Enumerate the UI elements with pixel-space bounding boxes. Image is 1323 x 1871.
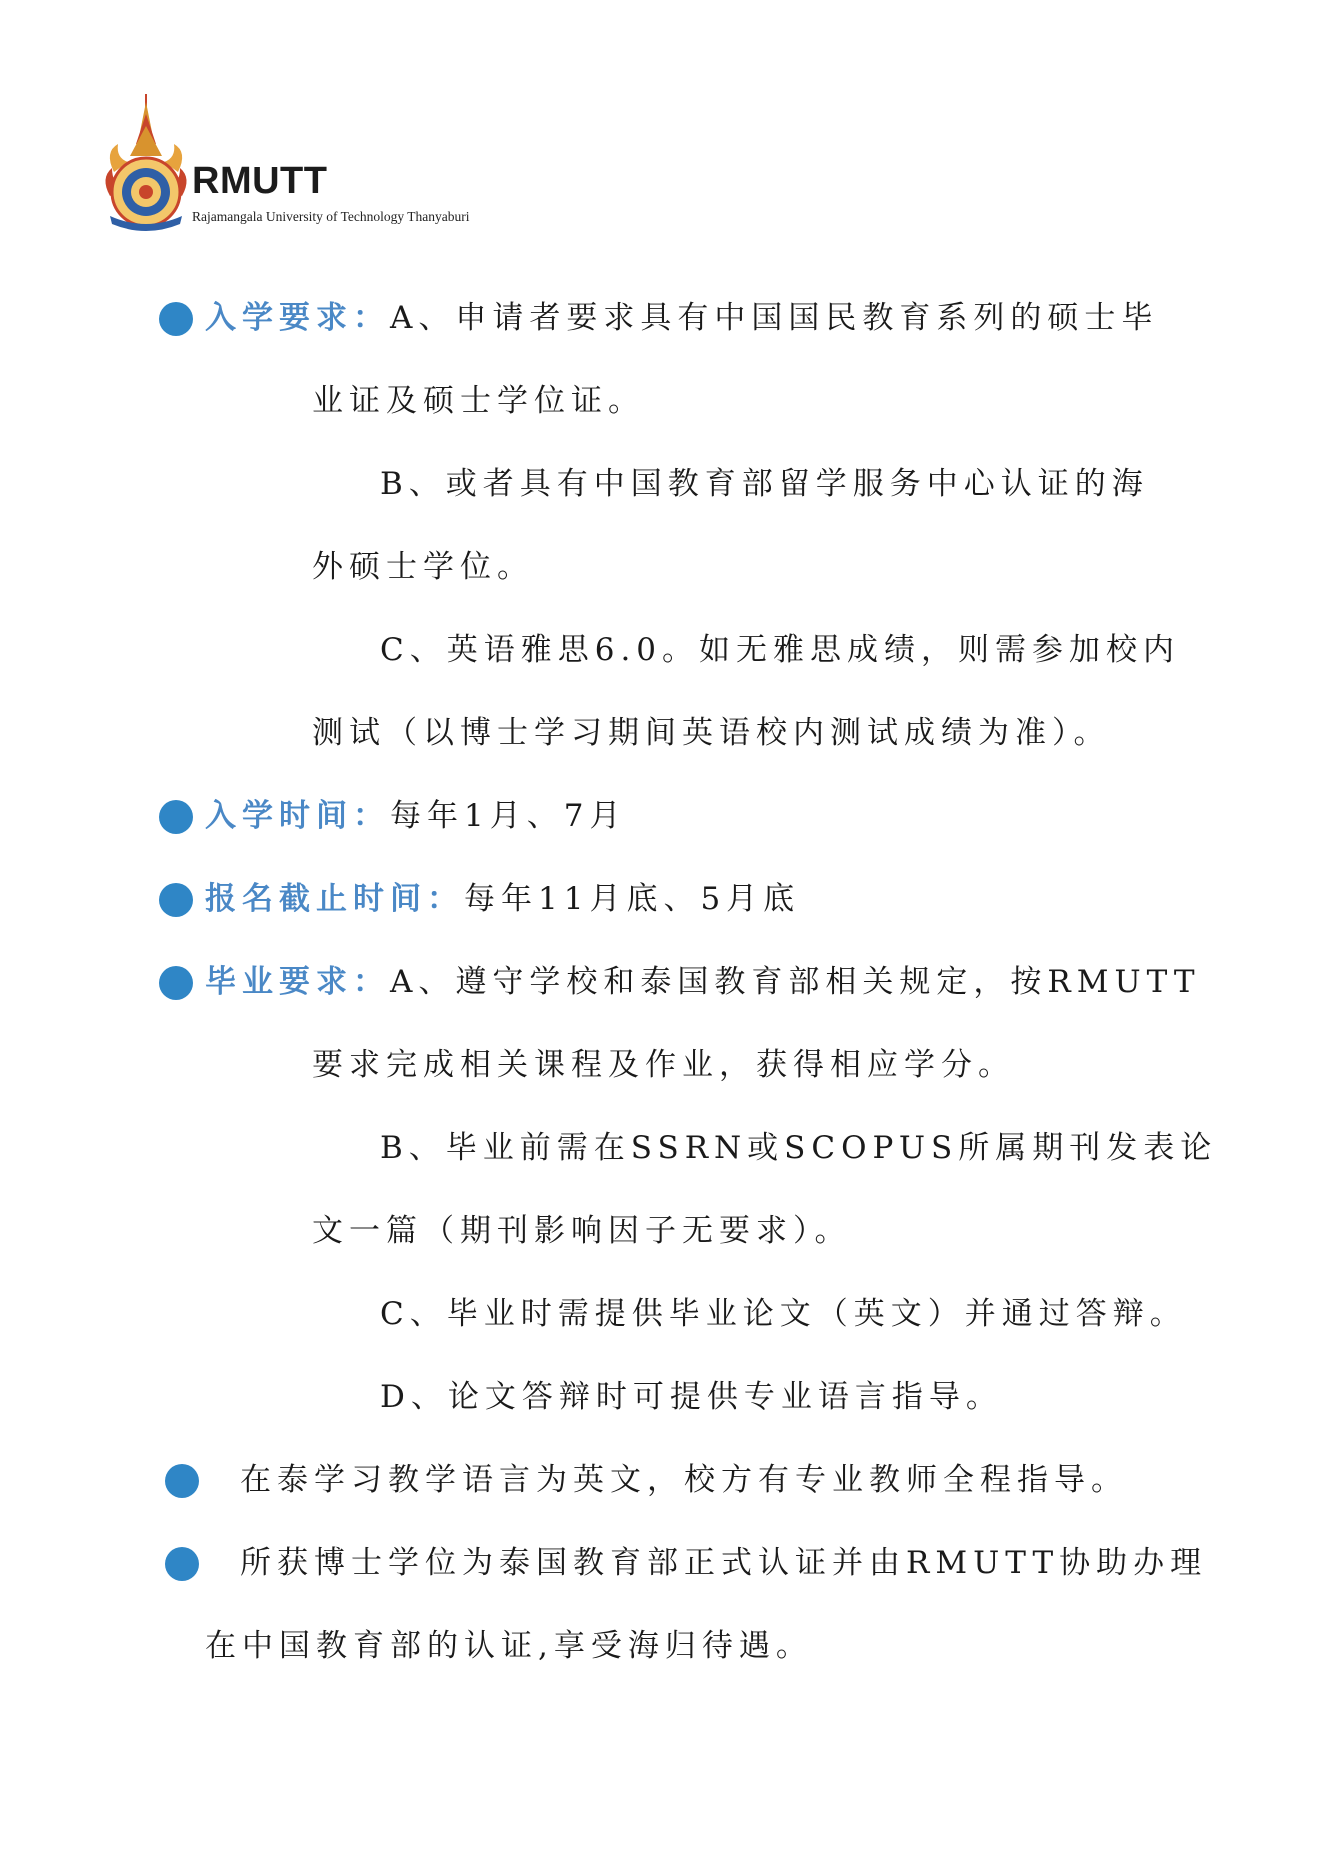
- note2-line2: 在中国教育部的认证,享受海归待遇。: [205, 1628, 813, 1664]
- graduation-line-b1: B、毕业前需在SSRN或SCOPUS所属期刊发表论: [380, 1130, 1218, 1166]
- admission-line-c2: 测试（以博士学习期间英语校内测试成绩为准）。: [312, 715, 1111, 751]
- deadline-line: [205, 879, 800, 919]
- deadline-value: 每年11月底、5月底: [464, 881, 801, 917]
- bullet-graduation: [159, 966, 193, 1000]
- bullet-admission: [159, 302, 193, 336]
- intake-line: [205, 796, 626, 836]
- bullet-note1: [165, 1464, 199, 1498]
- bullet-note2: [165, 1547, 199, 1581]
- deadline-label: 报名截止时间：: [205, 881, 464, 917]
- graduation-line-c: C、毕业时需提供毕业论文（英文）并通过答辩。: [380, 1296, 1187, 1332]
- graduation-line-b2: 文一篇（期刊影响因子无要求）。: [312, 1213, 852, 1249]
- graduation-a1-text: A、遵守学校和泰国教育部相关规定，按RMUTT: [390, 964, 1201, 1000]
- logo-subtitle: Rajamangala University of Technology Thanyaburi: [192, 209, 470, 224]
- logo-name: RMUTT: [192, 160, 328, 202]
- admission-line-c1: C、英语雅思6.0。如无雅思成绩，则需参加校内: [380, 632, 1181, 668]
- university-emblem-icon: [100, 92, 192, 232]
- admission-line-b2: 外硕士学位。: [312, 549, 534, 585]
- bullet-intake: [159, 800, 193, 834]
- admission-line-b1: B、或者具有中国教育部留学服务中心认证的海: [380, 466, 1149, 502]
- note2-line1: 所获博士学位为泰国教育部正式认证并由RMUTT协助办理: [240, 1545, 1208, 1581]
- admission-label: 入学要求：: [205, 300, 390, 336]
- graduation-line-a2: 要求完成相关课程及作业，获得相应学分。: [312, 1047, 1015, 1083]
- graduation-line-d: D、论文答辩时可提供专业语言指导。: [380, 1379, 1003, 1415]
- bullet-deadline: [159, 883, 193, 917]
- admission-line-a1: [205, 298, 1158, 338]
- note1-line: 在泰学习教学语言为英文，校方有专业教师全程指导。: [240, 1462, 1128, 1498]
- admission-line-a2: 业证及硕士学位证。: [312, 383, 645, 419]
- intake-value: 每年1月、7月: [390, 798, 627, 834]
- graduation-label: 毕业要求：: [205, 964, 390, 1000]
- intake-label: 入学时间：: [205, 798, 390, 834]
- rmutt-logo: [100, 92, 500, 232]
- graduation-line-a1: [205, 962, 1201, 1002]
- admission-a1-text: A、申请者要求具有中国国民教育系列的硕士毕: [390, 300, 1159, 336]
